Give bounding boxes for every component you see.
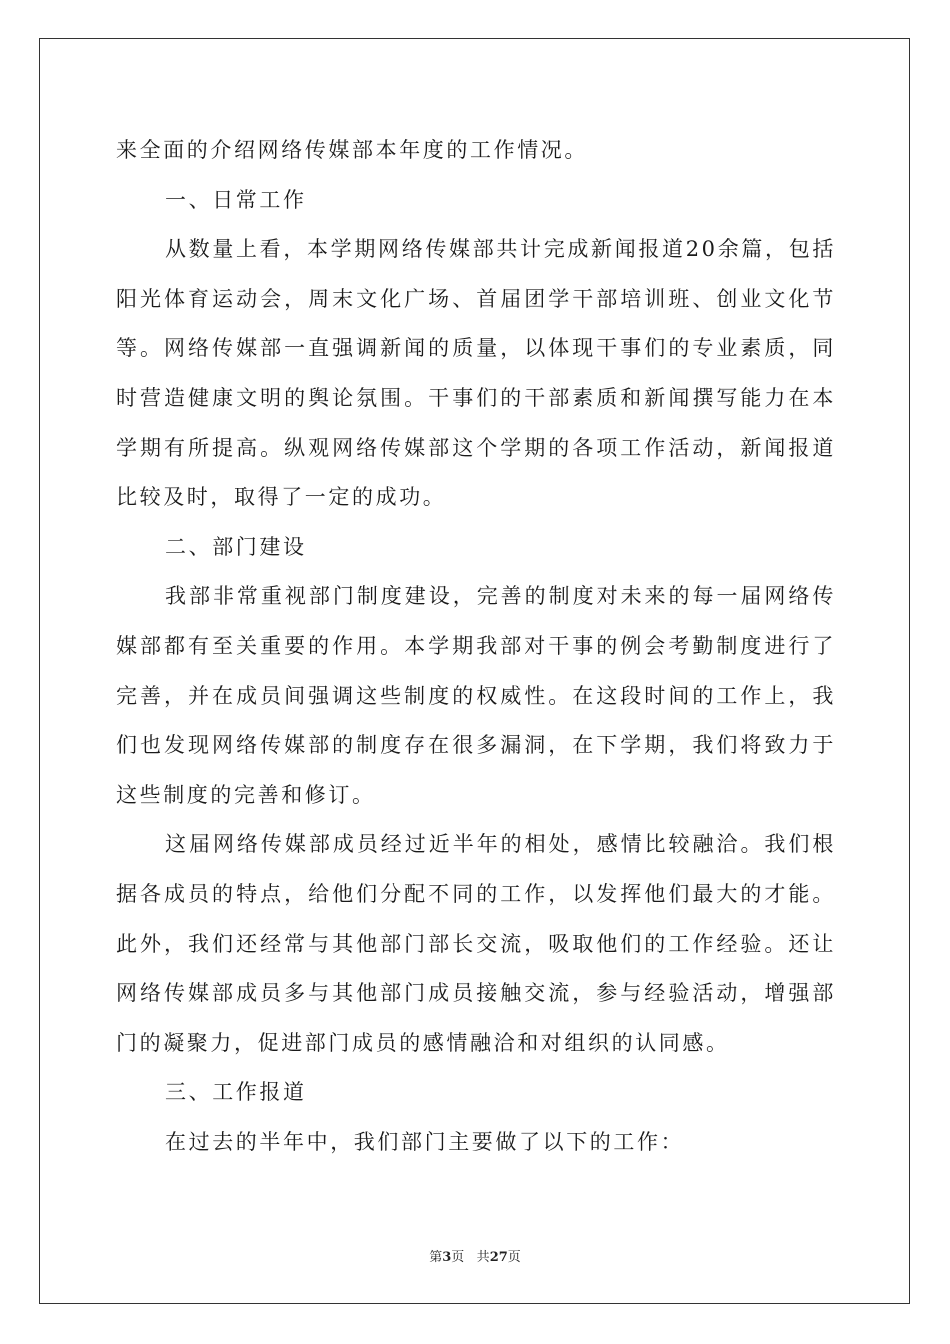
footer-prefix: 第 xyxy=(429,1250,443,1265)
page-footer xyxy=(0,1246,950,1265)
heading-work-report: 三、工作报道 xyxy=(165,1080,307,1105)
paragraph-department-members: 这届网络传媒部成员经过近半年的相处，感情比较融洽。我们根据各成员的特点，给他们分配不同的工作，以发挥他们最大的才能。此外，我们还经常与其他部门部长交流，吸取他们的工作经验。还让网络传媒部成员多与其他部门成员接触交流，参与经验活动，增强部门的凝聚力，促进部门成员的感情融洽和对组织的认同感。 xyxy=(116,832,836,1055)
paragraph-department-rules: 我部非常重视部门制度建设，完善的制度对未来的每一届网络传媒部都有至关重要的作用。本学期我部对干事的例会考勤制度进行了完善，并在成员间强调这些制度的权威性。在这段时间的工作上，我们也发现网络传媒部的制度存在很多漏洞，在下学期，我们将致力于这些制度的完善和修订。 xyxy=(116,584,836,807)
footer-total-prefix: 共 xyxy=(476,1250,490,1265)
page-number: 3 xyxy=(442,1250,452,1265)
paragraph-work-report: 在过去的半年中，我们部门主要做了以下的工作： xyxy=(165,1129,685,1154)
paragraph-intro: 来全面的介绍网络传媒部本年度的工作情况。 xyxy=(116,138,588,162)
footer-total-suffix: 页 xyxy=(507,1250,521,1265)
heading-daily-work: 一、日常工作 xyxy=(165,187,307,212)
heading-department-building: 二、部门建设 xyxy=(165,534,307,559)
footer-page-suffix: 页 xyxy=(451,1250,465,1265)
paragraph-daily-work: 从数量上看，本学期网络传媒部共计完成新闻报道20余篇，包括阳光体育运动会，周末文化广场、首届团学干部培训班、创业文化节等。网络传媒部一直强调新闻的质量，以体现干事们的专业素质，同时营造健康文明的舆论氛围。干事们的干部素质和新闻撰写能力在本学期有所提高。纵观网络传媒部这个学期的各项工作活动，新闻报道比较及时，取得了一定的成功。 xyxy=(116,237,836,510)
document-body xyxy=(116,126,836,1167)
total-pages: 27 xyxy=(489,1250,508,1265)
